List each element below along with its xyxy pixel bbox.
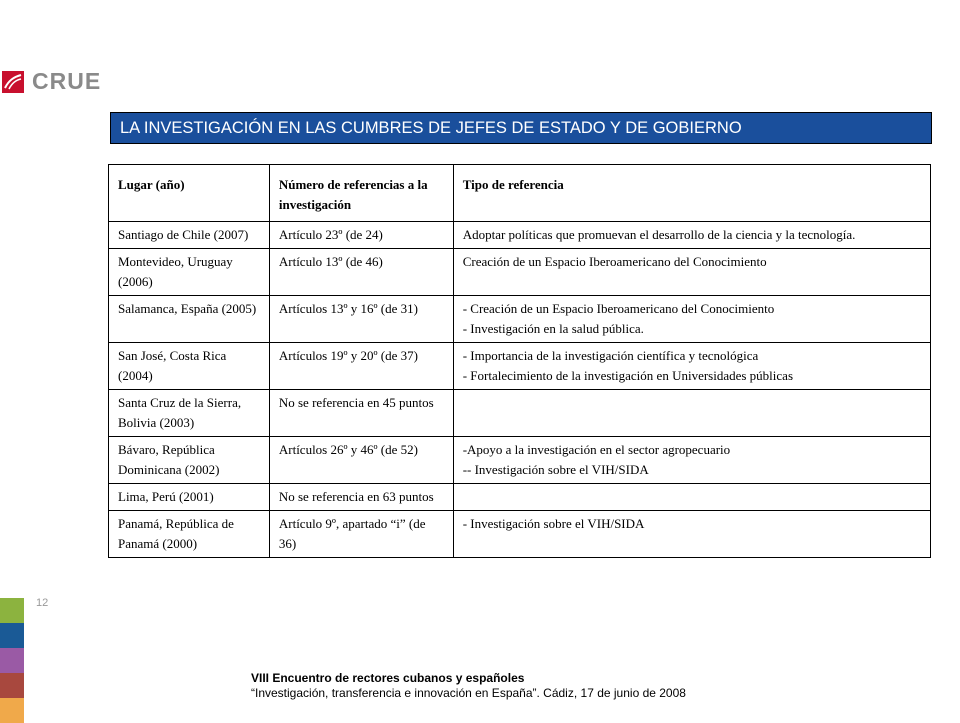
footer — [251, 671, 686, 701]
cell-references: Artículo 23º (de 24) — [269, 222, 453, 249]
cell-references: Artículos 13º y 16º (de 31) — [269, 296, 453, 343]
table-row — [109, 437, 931, 484]
crue-logo-icon — [2, 71, 24, 93]
summits-table — [108, 164, 931, 558]
cell-references: Artículos 26º y 46º (de 52) — [269, 437, 453, 484]
column-header: Número de referencias a la investigación — [269, 165, 453, 222]
crue-logo — [2, 68, 101, 95]
table-row — [109, 511, 931, 558]
cell-place: San José, Costa Rica (2004) — [109, 343, 270, 390]
cell-place: Montevideo, Uruguay (2006) — [109, 249, 270, 296]
cell-references: Artículo 9º, apartado “i” (de 36) — [269, 511, 453, 558]
column-header: Tipo de referencia — [453, 165, 930, 222]
page-number: 12 — [36, 597, 49, 609]
cell-references: Artículos 19º y 20º (de 37) — [269, 343, 453, 390]
cell-type — [453, 390, 930, 437]
cell-references: No se referencia en 63 puntos — [269, 484, 453, 511]
color-block — [0, 673, 24, 698]
color-block — [0, 598, 24, 623]
color-strip — [0, 598, 24, 723]
footer-event: VIII Encuentro de rectores cubanos y españoles — [251, 671, 525, 685]
cell-type: Adoptar políticas que promuevan el desarrollo de la ciencia y la tecnología. — [453, 222, 930, 249]
cell-type: - Creación de un Espacio Iberoamericano del Conocimiento - Investigación en la salud pública. — [453, 296, 930, 343]
color-block — [0, 623, 24, 648]
table-row — [109, 249, 931, 296]
cell-place: Santa Cruz de la Sierra, Bolivia (2003) — [109, 390, 270, 437]
cell-place: Lima, Perú (2001) — [109, 484, 270, 511]
color-block — [0, 648, 24, 673]
cell-type: -Apoyo a la investigación en el sector agropecuario -- Investigación sobre el VIH/SIDA — [453, 437, 930, 484]
cell-type — [453, 484, 930, 511]
cell-place: Bávaro, República Dominicana (2002) — [109, 437, 270, 484]
table-row — [109, 343, 931, 390]
table-row — [109, 484, 931, 511]
cell-place: Salamanca, España (2005) — [109, 296, 270, 343]
cell-place: Panamá, República de Panamá (2000) — [109, 511, 270, 558]
logo-text: CRUE — [32, 68, 102, 94]
page-title: LA INVESTIGACIÓN EN LAS CUMBRES DE JEFES DE ESTADO Y DE GOBIERNO — [110, 112, 932, 144]
table-row — [109, 222, 931, 249]
column-header: Lugar (año) — [109, 165, 270, 222]
table-row — [109, 296, 931, 343]
color-block — [0, 698, 24, 723]
cell-references: No se referencia en 45 puntos — [269, 390, 453, 437]
cell-type: - Investigación sobre el VIH/SIDA — [453, 511, 930, 558]
table-row — [109, 390, 931, 437]
cell-type: Creación de un Espacio Iberoamericano del Conocimiento — [453, 249, 930, 296]
cell-place: Santiago de Chile (2007) — [109, 222, 270, 249]
cell-references: Artículo 13º (de 46) — [269, 249, 453, 296]
table-header-row — [109, 165, 931, 222]
footer-subtitle: “Investigación, transferencia e innovación en España”. Cádiz, 17 de junio de 2008 — [251, 686, 686, 700]
cell-type: - Importancia de la investigación científica y tecnológica - Fortalecimiento de la investigación en Universidades públicas — [453, 343, 930, 390]
